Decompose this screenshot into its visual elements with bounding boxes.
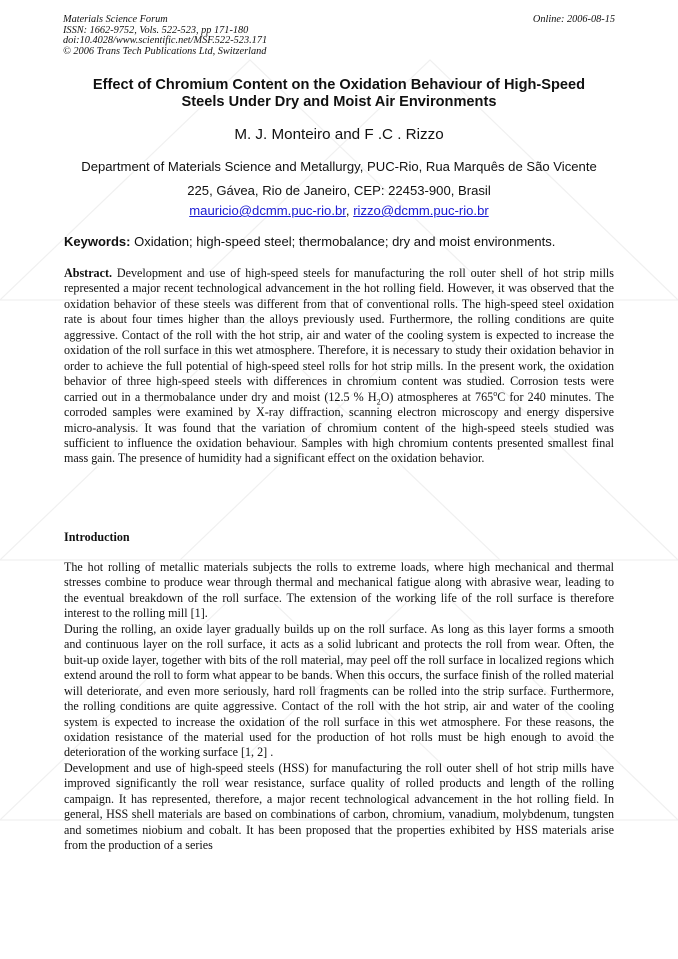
introduction-body	[64, 560, 614, 854]
abstract-label: Abstract.	[64, 266, 113, 280]
introduction-heading: Introduction	[64, 530, 130, 544]
email-separator: ,	[345, 203, 354, 218]
abstract	[64, 266, 614, 467]
abstract-superscript: o	[493, 388, 498, 398]
online-date: Online: 2006-08-15	[532, 14, 615, 25]
affiliation-line-1: Department of Materials Science and Metallurgy, PUC-Rio, Rua Marquês de São Vicente	[81, 159, 597, 174]
journal-name: Materials Science Forum	[63, 14, 168, 25]
keywords	[64, 233, 628, 251]
affiliation-line-2: 225, Gávea, Rio de Janeiro, CEP: 22453-900, Brasil	[187, 182, 491, 198]
author-emails	[0, 201, 678, 221]
abstract-subscript: 2	[376, 397, 381, 407]
paper-title	[50, 77, 628, 111]
keywords-text: Oxidation; high-speed steel; thermobalance; dry and moist environments.	[130, 234, 556, 249]
affiliation	[40, 155, 638, 202]
doi-line: doi:10.4028/www.scientific.net/MSF.522-523.171	[63, 35, 268, 47]
intro-paragraph-1: The hot rolling of metallic materials subjects the rolls to extreme loads, where high mechanical and thermal stresses combine to produce wear through thermal and mechanical fatigue along with abrasive wear, leading to the eventual breakdown of the roll surface. The extension of the working life of the roll surface is therefore interest to the rolling mill [1].	[64, 560, 614, 621]
copyright-line: © 2006 Trans Tech Publications Ltd, Switzerland	[63, 45, 267, 57]
abstract-text-3: C for 240 minutes. The corroded samples were examined by X-ray diffraction, scanning electron microscopy and energy dispersive micro-analysis. It was found that the variation of chromium content of the high-speed steels studied was sufficient to influence the oxidation behaviour. Samples with high chromium contents presented smallest final mass gain. The presence of humidity had a significant effect on the oxidation behavior.	[64, 389, 615, 466]
issn-line: ISSN: 1662-9752, Vols. 522-523, pp 171-180	[63, 24, 249, 36]
keywords-label: Keywords:	[64, 234, 131, 249]
email-link-2[interactable]: rizzo@dcmm.puc-rio.br	[353, 203, 489, 218]
journal-header	[63, 15, 615, 57]
abstract-text-2: O) atmospheres at 765	[380, 389, 494, 404]
intro-paragraph-3: Development and use of high-speed steels (HSS) for manufacturing the roll outer shell of hot strip mills have improved significantly the roll wear resistance, surface quality of rolled products and length of the rolling campaign. It has represented, therefore, a major recent technological advancement in the hot rolling field. In general, HSS shell materials are based on combinations of carbon, chromium, vanadium, molybdenum, tungsten and sometimes niobium and cobalt. It has been proposed that the properties exhibited by HSS materials arise from the production of a series	[64, 760, 614, 853]
email-link-1[interactable]: mauricio@dcmm.puc-rio.br	[189, 203, 346, 218]
intro-paragraph-2: During the rolling, an oxide layer gradually builds up on the roll surface. As long as this layer forms a smooth and continuous layer on the roll surface, it acts as a solid lubricant and protects the roll from wear. Often, the buit-up oxide layer, together with bits of the roll material, may peel off the roll surface in localized regions which extend around the roll to form what appear to be bands. When this occurs, the surface finish of the rolled material will deteriorate, and even more seriously, hard roll fragments can be rolled into the strip surface. Furthermore, the rolling conditions are quite aggressive. Contact of the roll with the hot strip, air and water of the cooling system is expected to increase the oxidation of the roll surface in this wet atmosphere. For these reasons, the oxidation resistance of the material used for the production of hot rolls must be high enough to avoid the deterioration of the working surface [1, 2] .	[64, 621, 614, 760]
abstract-text-1: Development and use of high-speed steels for manufacturing the roll outer shell of hot strip mills represented a major recent technological advancement in the hot rolling field. However, it was observed that the oxidation behavior of these steels was different from that of conventional rolls. The high-speed steel oxidation rate is about four times higher than the alloys previously used. Furthermore, the rolling conditions are quite aggressive. Contact of the roll with the hot strip, air and water of the cooling system is expected to increase the oxidation of the roll surface in this wet atmosphere. Therefore, it is necessary to study their oxidation behavior in order to achieve the full potential of high-speed steel rolls for hot strip mills. In the present work, the oxidation behavior of three high-speed steels with differences in chromium content was studied. Corrosion tests were carried out in a thermobalance under dry and moist (12.5 % H	[64, 266, 614, 404]
authors: M. J. Monteiro and F .C . Rizzo	[234, 126, 444, 143]
title-line-2: Steels Under Dry and Moist Air Environments	[181, 94, 497, 110]
title-line-1: Effect of Chromium Content on the Oxidation Behaviour of High-Speed	[92, 77, 586, 93]
